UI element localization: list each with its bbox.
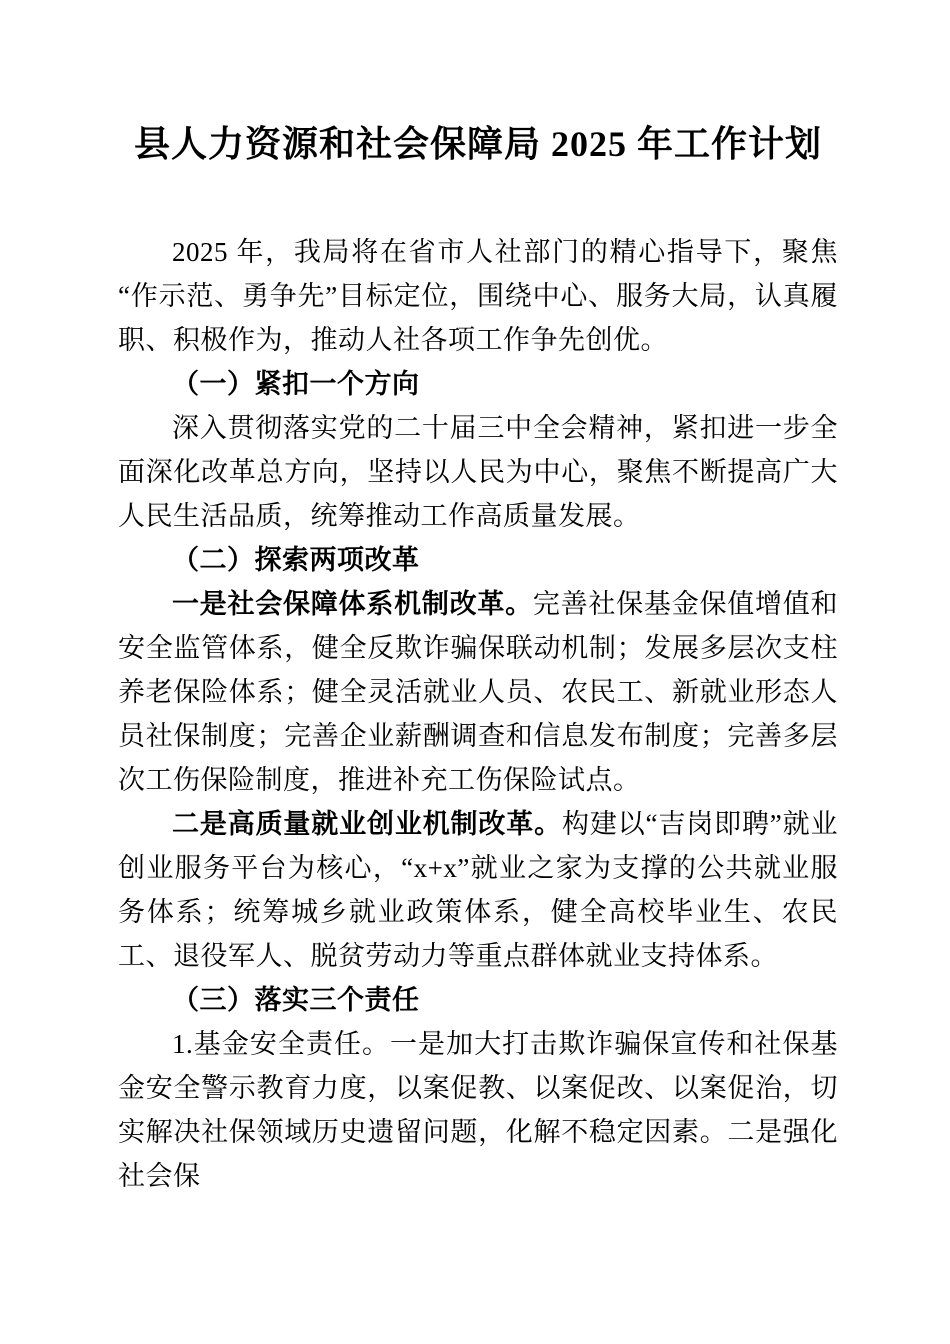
paragraph-text: 深入贯彻落实党的二十届三中全会精神，紧扣进一步全面深化改革总方向，坚持以人民为中心，聚焦不断提高广大人民生活品质，统筹推动工作高质量发展。 xyxy=(118,413,838,531)
paragraph-text: 完善社保基金保值增值和安全监管体系，健全反欺诈骗保联动机制；发展多层次支柱养老保险体系；健全灵活就业人员、农民工、新就业形态人员社保制度；完善企业薪酬调查和信息发布制度；完善多层次工伤保险制度，推进补充工伤保险试点。 xyxy=(118,589,838,795)
paragraph-responsibility-1 xyxy=(118,1022,838,1198)
section-heading-text: （三）落实三个责任 xyxy=(172,985,420,1015)
paragraph-reform-1 xyxy=(118,582,838,802)
document-title: 县人力资源和社会保障局 2025 年工作计划 xyxy=(133,124,822,164)
bold-lead-text: 一是社会保障体系机制改革。 xyxy=(172,589,533,619)
paragraph-text: 构建以“吉岗即聘”就业创业服务平台为核心，“x+x”就业之家为支撑的公共就业服务体系；统筹城乡就业政策体系，健全高校毕业生、农民工、退役军人、脱贫劳动力等重点群体就业支持体系。 xyxy=(118,809,839,971)
section-heading-3 xyxy=(118,978,838,1022)
paragraph-reform-2 xyxy=(118,802,838,978)
section-heading-2 xyxy=(118,538,838,582)
paragraph-text: 1.基金安全责任。一是加大打击欺诈骗保宣传和社保基金安全警示教育力度，以案促教、以案促改、以案促治，切实解决社保领域历史遗留问题，化解不稳定因素。二是强化社会保 xyxy=(118,1029,838,1191)
section-heading-text: （二）探索两项改革 xyxy=(172,545,420,575)
section-heading-1 xyxy=(118,362,838,406)
section-heading-text: （一）紧扣一个方向 xyxy=(172,369,420,399)
paragraph-section-1 xyxy=(118,406,838,538)
bold-lead-text: 二是高质量就业创业机制改革。 xyxy=(172,809,562,839)
paragraph-intro xyxy=(118,230,838,362)
paragraph-text: 2025 年，我局将在省市人社部门的精心指导下，聚焦“作示范、勇争先”目标定位，围绕中心、服务大局，认真履职、积极作为，推动人社各项工作争先创优。 xyxy=(118,237,838,355)
